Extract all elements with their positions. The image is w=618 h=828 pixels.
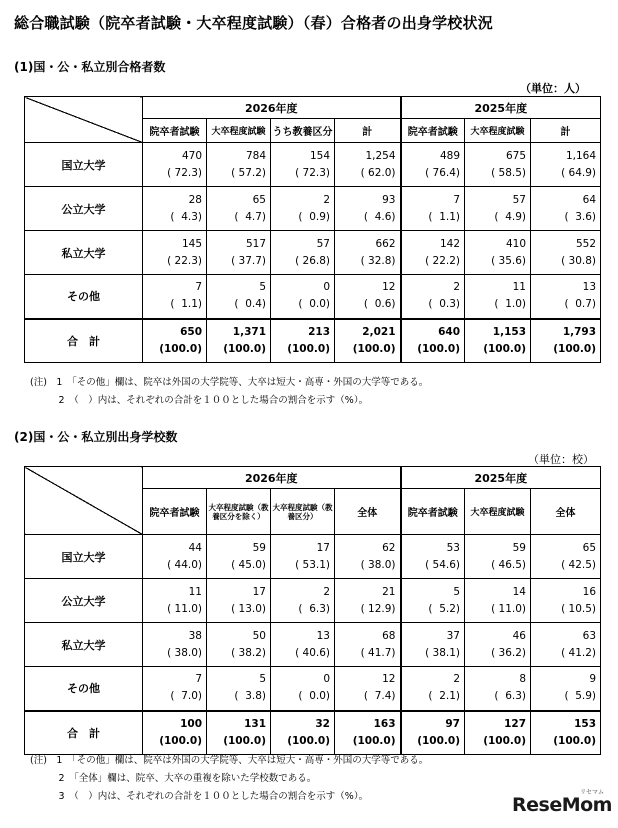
cell-value: 640 xyxy=(438,325,460,338)
data-cell xyxy=(401,623,465,667)
cell-value: 7 xyxy=(195,281,202,294)
total-row xyxy=(25,711,601,755)
cell-value: 2 xyxy=(453,281,460,294)
cell-percent: ( 6.3) xyxy=(494,690,526,703)
cell-percent: ( 3.8) xyxy=(234,690,266,703)
data-cell xyxy=(401,275,465,319)
cell-value: 213 xyxy=(308,325,330,338)
cell-percent: ( 37.7) xyxy=(231,254,266,267)
data-cell xyxy=(465,319,531,363)
data-cell xyxy=(143,535,207,579)
table-row xyxy=(25,623,601,667)
data-cell xyxy=(401,143,465,187)
cell-percent: (100.0) xyxy=(287,734,330,747)
data-cell xyxy=(401,231,465,275)
cell-percent: ( 54.6) xyxy=(425,558,460,571)
data-cell xyxy=(271,143,335,187)
cell-value: 153 xyxy=(574,717,597,730)
cell-percent: (100.0) xyxy=(417,342,460,355)
row-label: 合 計 xyxy=(25,711,143,755)
cell-percent: ( 13.0) xyxy=(231,602,266,615)
data-cell xyxy=(271,319,335,363)
row-label: その他 xyxy=(25,667,143,711)
cell-value: 2 xyxy=(323,193,330,206)
data-cell xyxy=(207,319,271,363)
data-cell xyxy=(531,231,601,275)
data-cell xyxy=(143,275,207,319)
data-cell xyxy=(143,711,207,755)
note-line: 3 （ ）内は、それぞれの合計を１００とした場合の割合を示す（%）。 xyxy=(30,791,369,802)
data-cell xyxy=(143,143,207,187)
cell-value: 662 xyxy=(375,237,396,250)
cell-percent: ( 58.5) xyxy=(491,166,526,179)
note-line: 2 （ ）内は、それぞれの合計を１００とした場合の割合を示す（%）。 xyxy=(30,395,369,406)
year-header-2026: 2026年度 xyxy=(143,467,401,489)
data-cell xyxy=(271,275,335,319)
data-cell xyxy=(465,187,531,231)
data-cell xyxy=(207,535,271,579)
data-cell xyxy=(335,535,401,579)
cell-percent: (100.0) xyxy=(483,734,526,747)
data-cell xyxy=(465,535,531,579)
data-cell xyxy=(207,231,271,275)
col-header: 計 xyxy=(335,119,401,143)
cell-value: 21 xyxy=(382,585,396,598)
row-label: 公立大学 xyxy=(25,579,143,623)
cell-value: 0 xyxy=(323,673,330,686)
resemom-logo: ReseMom xyxy=(512,794,612,816)
cell-value: 5 xyxy=(453,585,460,598)
cell-value: 1,254 xyxy=(365,149,396,162)
table-pass-counts xyxy=(24,96,601,363)
data-cell xyxy=(207,579,271,623)
cell-percent: ( 1.1) xyxy=(428,210,460,223)
cell-percent: ( 12.9) xyxy=(360,602,396,615)
cell-percent: (100.0) xyxy=(553,734,597,747)
cell-percent: (100.0) xyxy=(159,734,202,747)
cell-value: 59 xyxy=(252,541,266,554)
cell-percent: ( 45.0) xyxy=(231,558,266,571)
data-cell xyxy=(271,711,335,755)
data-cell xyxy=(271,535,335,579)
cell-percent: ( 42.5) xyxy=(561,558,597,571)
col-header: 院卒者試験 xyxy=(143,489,207,535)
cell-percent: ( 38.1) xyxy=(425,646,460,659)
data-cell xyxy=(335,579,401,623)
col-header: 院卒者試験 xyxy=(143,119,207,143)
col-header: 院卒者試験 xyxy=(401,119,465,143)
cell-value: 127 xyxy=(504,717,526,730)
data-cell xyxy=(335,667,401,711)
cell-percent: ( 1.0) xyxy=(494,298,526,311)
data-cell xyxy=(143,623,207,667)
data-cell xyxy=(531,275,601,319)
data-cell xyxy=(335,275,401,319)
cell-value: 489 xyxy=(439,149,460,162)
data-cell xyxy=(531,143,601,187)
cell-percent: ( 53.1) xyxy=(295,558,330,571)
cell-value: 784 xyxy=(245,149,266,162)
note-line: (注) 1 「その他」欄は、院卒は外国の大学院等、大卒は短大・高専・外国の大学等である。 xyxy=(30,377,429,388)
data-cell xyxy=(143,187,207,231)
table-row xyxy=(25,579,601,623)
data-cell xyxy=(207,275,271,319)
cell-value: 12 xyxy=(382,673,396,686)
cell-value: 13 xyxy=(316,629,330,642)
cell-percent: ( 64.9) xyxy=(561,166,597,179)
cell-value: 14 xyxy=(512,585,526,598)
cell-percent: ( 62.0) xyxy=(360,166,396,179)
cell-value: 2 xyxy=(323,585,330,598)
data-cell xyxy=(271,623,335,667)
cell-value: 62 xyxy=(382,541,396,554)
data-cell xyxy=(143,231,207,275)
cell-percent: ( 10.5) xyxy=(561,602,597,615)
col-header: 大卒程度試験（教養区分を除く） xyxy=(207,489,271,535)
table-row xyxy=(25,667,601,711)
cell-value: 65 xyxy=(252,193,266,206)
table-row xyxy=(25,231,601,275)
cell-percent: (100.0) xyxy=(417,734,460,747)
cell-percent: ( 72.3) xyxy=(167,166,202,179)
cell-percent: ( 3.6) xyxy=(564,210,597,223)
cell-value: 13 xyxy=(582,281,597,294)
data-cell xyxy=(271,579,335,623)
data-cell xyxy=(465,667,531,711)
data-cell xyxy=(207,711,271,755)
cell-percent: ( 6.3) xyxy=(298,602,330,615)
cell-percent: ( 11.0) xyxy=(491,602,526,615)
cell-percent: ( 7.0) xyxy=(170,690,202,703)
cell-value: 11 xyxy=(512,281,526,294)
data-cell xyxy=(401,667,465,711)
total-row xyxy=(25,319,601,363)
table-row xyxy=(25,275,601,319)
note-line: 2 「全体」欄は、院卒、大卒の重複を除いた学校数である。 xyxy=(30,773,317,784)
row-label: 国立大学 xyxy=(25,143,143,187)
cell-value: 163 xyxy=(373,717,396,730)
cell-percent: (100.0) xyxy=(483,342,526,355)
cell-percent: (100.0) xyxy=(553,342,597,355)
cell-percent: ( 0.0) xyxy=(298,298,330,311)
logo-subtext: リセマム xyxy=(580,789,604,796)
cell-value: 57 xyxy=(316,237,330,250)
cell-value: 17 xyxy=(316,541,330,554)
cell-percent: ( 41.7) xyxy=(360,646,396,659)
cell-percent: ( 36.2) xyxy=(491,646,526,659)
row-label: その他 xyxy=(25,275,143,319)
cell-percent: ( 0.6) xyxy=(363,298,396,311)
cell-value: 50 xyxy=(252,629,266,642)
cell-value: 2,021 xyxy=(362,325,396,338)
col-header: 院卒者試験 xyxy=(401,489,465,535)
data-cell xyxy=(207,623,271,667)
cell-value: 145 xyxy=(181,237,202,250)
cell-percent: ( 57.2) xyxy=(231,166,266,179)
data-cell xyxy=(335,623,401,667)
data-cell xyxy=(335,319,401,363)
cell-percent: ( 30.8) xyxy=(561,254,597,267)
data-cell xyxy=(465,143,531,187)
row-label: 国立大学 xyxy=(25,535,143,579)
cell-value: 12 xyxy=(382,281,396,294)
cell-percent: ( 46.5) xyxy=(491,558,526,571)
data-cell xyxy=(335,711,401,755)
cell-value: 57 xyxy=(512,193,526,206)
data-cell xyxy=(401,711,465,755)
cell-percent: ( 4.3) xyxy=(170,210,202,223)
cell-value: 44 xyxy=(188,541,202,554)
cell-value: 53 xyxy=(446,541,460,554)
col-header: 大卒程度試験 xyxy=(207,119,271,143)
data-cell xyxy=(465,579,531,623)
cell-percent: ( 11.0) xyxy=(167,602,202,615)
cell-value: 1,371 xyxy=(232,325,266,338)
cell-percent: ( 38.2) xyxy=(231,646,266,659)
row-label: 私立大学 xyxy=(25,231,143,275)
cell-value: 46 xyxy=(512,629,526,642)
section1-heading: (1)国・公・私立別合格者数 xyxy=(14,60,166,74)
data-cell xyxy=(531,667,601,711)
cell-value: 0 xyxy=(323,281,330,294)
row-label: 公立大学 xyxy=(25,187,143,231)
cell-value: 1,164 xyxy=(565,149,597,162)
cell-value: 1,793 xyxy=(562,325,597,338)
cell-value: 410 xyxy=(505,237,526,250)
cell-percent: ( 0.4) xyxy=(234,298,266,311)
cell-percent: ( 5.2) xyxy=(428,602,460,615)
data-cell xyxy=(401,579,465,623)
cell-value: 59 xyxy=(512,541,526,554)
data-cell xyxy=(271,667,335,711)
cell-value: 64 xyxy=(582,193,597,206)
cell-value: 97 xyxy=(445,717,460,730)
data-cell xyxy=(531,711,601,755)
data-cell xyxy=(465,231,531,275)
data-cell xyxy=(531,187,601,231)
cell-percent: ( 0.0) xyxy=(298,690,330,703)
col-header: 大卒程度試験 xyxy=(465,489,531,535)
data-cell xyxy=(465,711,531,755)
year-header-2025: 2025年度 xyxy=(401,97,601,119)
cell-percent: ( 0.9) xyxy=(298,210,330,223)
cell-percent: ( 4.7) xyxy=(234,210,266,223)
cell-value: 16 xyxy=(582,585,597,598)
cell-percent: (100.0) xyxy=(287,342,330,355)
data-cell xyxy=(271,187,335,231)
table-row xyxy=(25,143,601,187)
cell-percent: ( 35.6) xyxy=(491,254,526,267)
cell-value: 1,153 xyxy=(492,325,526,338)
section2-heading: (2)国・公・私立別出身学校数 xyxy=(14,430,178,444)
cell-percent: (100.0) xyxy=(223,342,266,355)
col-header: 大卒程度試験 xyxy=(465,119,531,143)
cell-percent: ( 22.3) xyxy=(167,254,202,267)
data-cell xyxy=(401,535,465,579)
cell-value: 9 xyxy=(589,673,597,686)
corner-cell xyxy=(25,467,143,535)
section2-unit: （単位：校） xyxy=(528,453,594,466)
cell-value: 11 xyxy=(188,585,202,598)
cell-percent: (100.0) xyxy=(352,734,396,747)
data-cell xyxy=(465,275,531,319)
cell-value: 5 xyxy=(259,281,266,294)
table-school-counts xyxy=(24,466,601,755)
col-header: うち教養区分 xyxy=(271,119,335,143)
cell-percent: ( 41.2) xyxy=(561,646,597,659)
cell-value: 38 xyxy=(188,629,202,642)
cell-value: 32 xyxy=(315,717,330,730)
cell-value: 100 xyxy=(180,717,202,730)
cell-value: 131 xyxy=(244,717,266,730)
cell-percent: ( 2.1) xyxy=(428,690,460,703)
data-cell xyxy=(401,319,465,363)
cell-value: 154 xyxy=(309,149,330,162)
data-cell xyxy=(531,579,601,623)
cell-value: 8 xyxy=(519,673,526,686)
cell-percent: ( 32.8) xyxy=(360,254,396,267)
cell-value: 28 xyxy=(188,193,202,206)
data-cell xyxy=(143,579,207,623)
col-header: 大卒程度試験（教養区分） xyxy=(271,489,335,535)
year-header-2026: 2026年度 xyxy=(143,97,401,119)
corner-cell xyxy=(25,97,143,143)
data-cell xyxy=(143,319,207,363)
data-cell xyxy=(465,623,531,667)
cell-value: 17 xyxy=(252,585,266,598)
data-cell xyxy=(207,143,271,187)
data-cell xyxy=(271,231,335,275)
cell-percent: ( 4.9) xyxy=(494,210,526,223)
cell-value: 68 xyxy=(382,629,396,642)
cell-value: 63 xyxy=(582,629,597,642)
cell-percent: ( 4.6) xyxy=(363,210,396,223)
cell-percent: ( 38.0) xyxy=(360,558,396,571)
cell-value: 650 xyxy=(180,325,202,338)
cell-percent: ( 72.3) xyxy=(295,166,330,179)
cell-value: 37 xyxy=(446,629,460,642)
cell-percent: ( 38.0) xyxy=(167,646,202,659)
cell-percent: (100.0) xyxy=(223,734,266,747)
cell-value: 5 xyxy=(259,673,266,686)
cell-percent: ( 26.8) xyxy=(295,254,330,267)
data-cell xyxy=(143,667,207,711)
cell-percent: (100.0) xyxy=(159,342,202,355)
page-title: 総合職試験（院卒者試験・大卒程度試験）（春）合格者の出身学校状況 xyxy=(14,14,493,32)
data-cell xyxy=(335,187,401,231)
col-header: 計 xyxy=(531,119,601,143)
row-label: 合 計 xyxy=(25,319,143,363)
col-header: 全体 xyxy=(335,489,401,535)
section1-unit: （単位：人） xyxy=(520,82,586,95)
note-line: (注) 1 「その他」欄は、院卒は外国の大学院等、大卒は短大・高専・外国の大学等である。 xyxy=(30,755,429,766)
data-cell xyxy=(531,623,601,667)
data-cell xyxy=(401,187,465,231)
cell-value: 142 xyxy=(439,237,460,250)
cell-percent: ( 40.6) xyxy=(295,646,330,659)
cell-value: 552 xyxy=(575,237,597,250)
cell-value: 93 xyxy=(382,193,396,206)
table-row xyxy=(25,535,601,579)
cell-percent: ( 0.3) xyxy=(428,298,460,311)
cell-percent: ( 5.9) xyxy=(564,690,597,703)
data-cell xyxy=(335,231,401,275)
cell-value: 2 xyxy=(453,673,460,686)
cell-value: 470 xyxy=(181,149,202,162)
data-cell xyxy=(207,187,271,231)
data-cell xyxy=(531,535,601,579)
cell-value: 7 xyxy=(453,193,460,206)
cell-value: 65 xyxy=(582,541,597,554)
cell-percent: (100.0) xyxy=(352,342,396,355)
data-cell xyxy=(335,143,401,187)
row-label: 私立大学 xyxy=(25,623,143,667)
cell-percent: ( 1.1) xyxy=(170,298,202,311)
cell-percent: ( 44.0) xyxy=(167,558,202,571)
data-cell xyxy=(531,319,601,363)
cell-value: 675 xyxy=(505,149,526,162)
table-row xyxy=(25,187,601,231)
cell-value: 7 xyxy=(195,673,202,686)
col-header: 全体 xyxy=(531,489,601,535)
cell-value: 517 xyxy=(245,237,266,250)
year-header-2025: 2025年度 xyxy=(401,467,601,489)
cell-percent: ( 76.4) xyxy=(425,166,460,179)
data-cell xyxy=(207,667,271,711)
cell-percent: ( 0.7) xyxy=(564,298,597,311)
cell-percent: ( 7.4) xyxy=(363,690,396,703)
cell-percent: ( 22.2) xyxy=(425,254,460,267)
